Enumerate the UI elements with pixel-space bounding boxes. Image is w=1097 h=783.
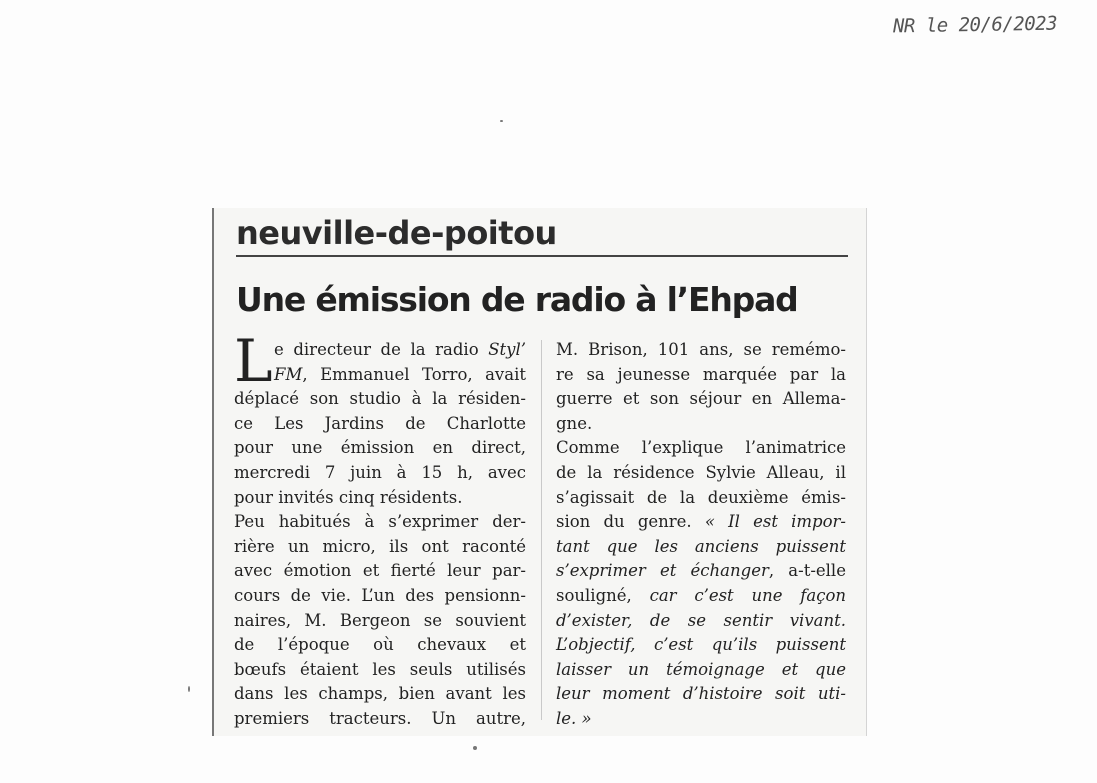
text-line: e directeur de la radio Styl’ <box>274 340 526 359</box>
newspaper-clipping <box>212 208 867 736</box>
text-line: de la résidence Sylvie Alleau, il <box>556 462 846 482</box>
text-line: premiers tracteurs. Un autre, <box>234 708 526 728</box>
text-line: s’agissait de la deuxième émis- <box>556 487 846 507</box>
text-line: laisser un témoignage et que <box>556 659 846 679</box>
handwritten-date-note: NR le 20/6/2023 <box>892 12 1058 38</box>
text-line: le. » <box>556 708 592 728</box>
text-line: déplacé son studio à la résiden- <box>234 389 526 409</box>
text-line: tant que les anciens puissent <box>556 536 846 556</box>
text-line: guerre et son séjour en Allema- <box>556 389 846 409</box>
text-line: M. Brison, 101 ans, se remémo- <box>556 340 846 359</box>
article-column-right <box>556 338 846 732</box>
text-line: s’exprimer et échanger, a-t-elle <box>556 561 846 581</box>
text-line: bœufs étaient les seuls utilisés <box>234 659 526 679</box>
article-column-left <box>234 327 526 732</box>
text-line: naires, M. Bergeon se souvient <box>234 610 526 630</box>
text-line: Comme l’explique l’animatrice <box>556 438 846 458</box>
text-line: mercredi 7 juin à 15 h, avec <box>234 462 526 482</box>
text-line: L’objectif, c’est qu’ils puissent <box>556 635 846 655</box>
text-line: avec émotion et fierté leur par- <box>234 561 526 581</box>
scan-speck <box>500 120 503 122</box>
text-line: re sa jeunesse marquée par la <box>556 364 846 384</box>
scan-speck <box>188 686 190 692</box>
text-line: dans les champs, bien avant les <box>234 684 526 704</box>
text-line: souligné, car c’est une façon <box>556 585 847 605</box>
text-line: de l’époque où chevaux et <box>234 635 526 655</box>
text-line: ce Les Jardins de Charlotte <box>234 413 526 433</box>
drop-cap: L <box>234 327 273 395</box>
section-title: neuville-de-poitou <box>236 214 557 252</box>
text-line: rière un micro, ils ont raconté <box>234 536 526 556</box>
text-line: sion du genre. « Il est impor- <box>556 512 846 532</box>
text-line: Peu habitués à s’exprimer der- <box>234 512 526 532</box>
article-headline: Une émission de radio à l’Ehpad <box>236 280 798 319</box>
scan-speck <box>473 746 477 750</box>
title-rule <box>236 255 848 257</box>
text-line: pour une émission en direct, <box>234 438 526 458</box>
text-line: FM, Emmanuel Torro, avait <box>274 364 526 384</box>
text-line: cours de vie. L’un des pensionn- <box>234 585 526 605</box>
text-line: leur moment d’histoire soit uti- <box>556 684 846 704</box>
text-line: pour invités cinq résidents. <box>234 487 463 507</box>
text-line: gne. <box>556 413 593 433</box>
text-line: d’exister, de se sentir vivant. <box>556 610 846 630</box>
column-divider <box>541 340 542 720</box>
